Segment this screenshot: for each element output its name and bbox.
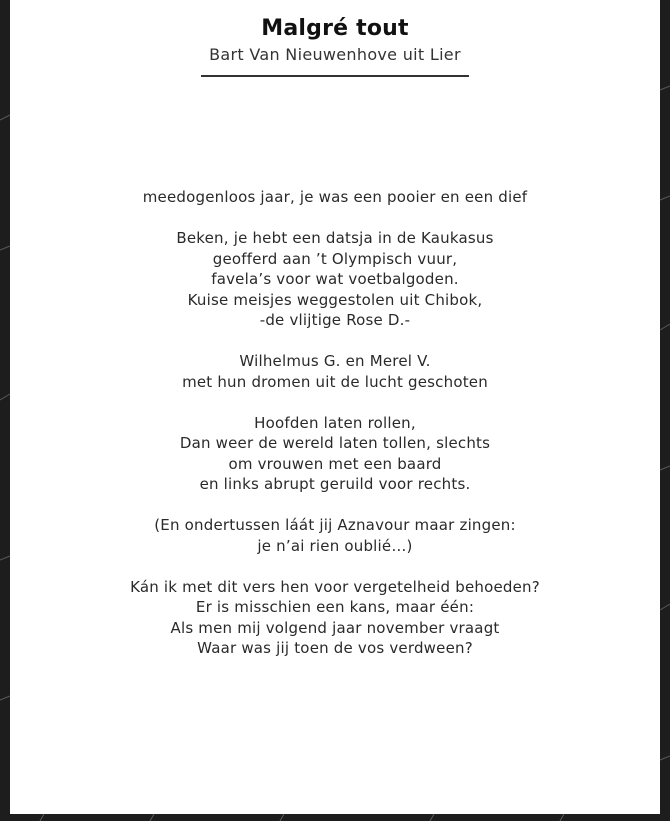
stanza [10,228,660,331]
poem-line: geofferd aan ’t Olympisch vuur, [212,249,458,268]
title-divider [201,75,469,77]
poem-line: en links abrupt geruild voor rechts. [199,475,471,493]
poem-author: Bart Van Nieuwenhove uit Lier [209,45,461,64]
poem-card [10,0,660,814]
poem-line: Kán ik met dit vers hen voor vergetelheid behoeden? [130,577,540,596]
stanza [10,187,660,208]
poem-line: Waar was jij toen de vos verdween? [197,639,473,657]
stanza [10,515,660,556]
poem-line: Dan weer de wereld laten tollen, slechts [179,434,491,452]
poem-line: favela’s voor wat voetbalgoden. [211,270,459,288]
stanza [10,577,660,659]
poem-line: meedogenloos jaar, je was een pooier en een dief [142,188,528,206]
poem-line: -de vlijtige Rose D.- [259,311,411,329]
poem-line: Beken, je hebt een datsja in de Kaukasus [176,229,494,247]
poem-line: om vrouwen met een baard [228,454,442,473]
poem-line: (En ondertussen láát jij Aznavour maar zingen: [154,516,516,534]
poem-line: Hoofden laten rollen, [254,413,416,432]
poem-line: Als men mij volgend jaar november vraagt [170,618,500,637]
stanza [10,351,660,392]
poem-line: met hun dromen uit de lucht geschoten [182,372,488,391]
poem-line: Wilhelmus G. en Merel V. [239,352,431,370]
poem-line: Kuise meisjes weggestolen uit Chibok, [187,290,483,309]
poem-line: Er is misschien een kans, maar één: [195,598,475,616]
stanza [10,413,660,495]
poem-title: Malgré tout [261,16,409,41]
poem-line: je n’ai rien oublié…) [257,536,413,555]
poem-body [10,187,660,679]
